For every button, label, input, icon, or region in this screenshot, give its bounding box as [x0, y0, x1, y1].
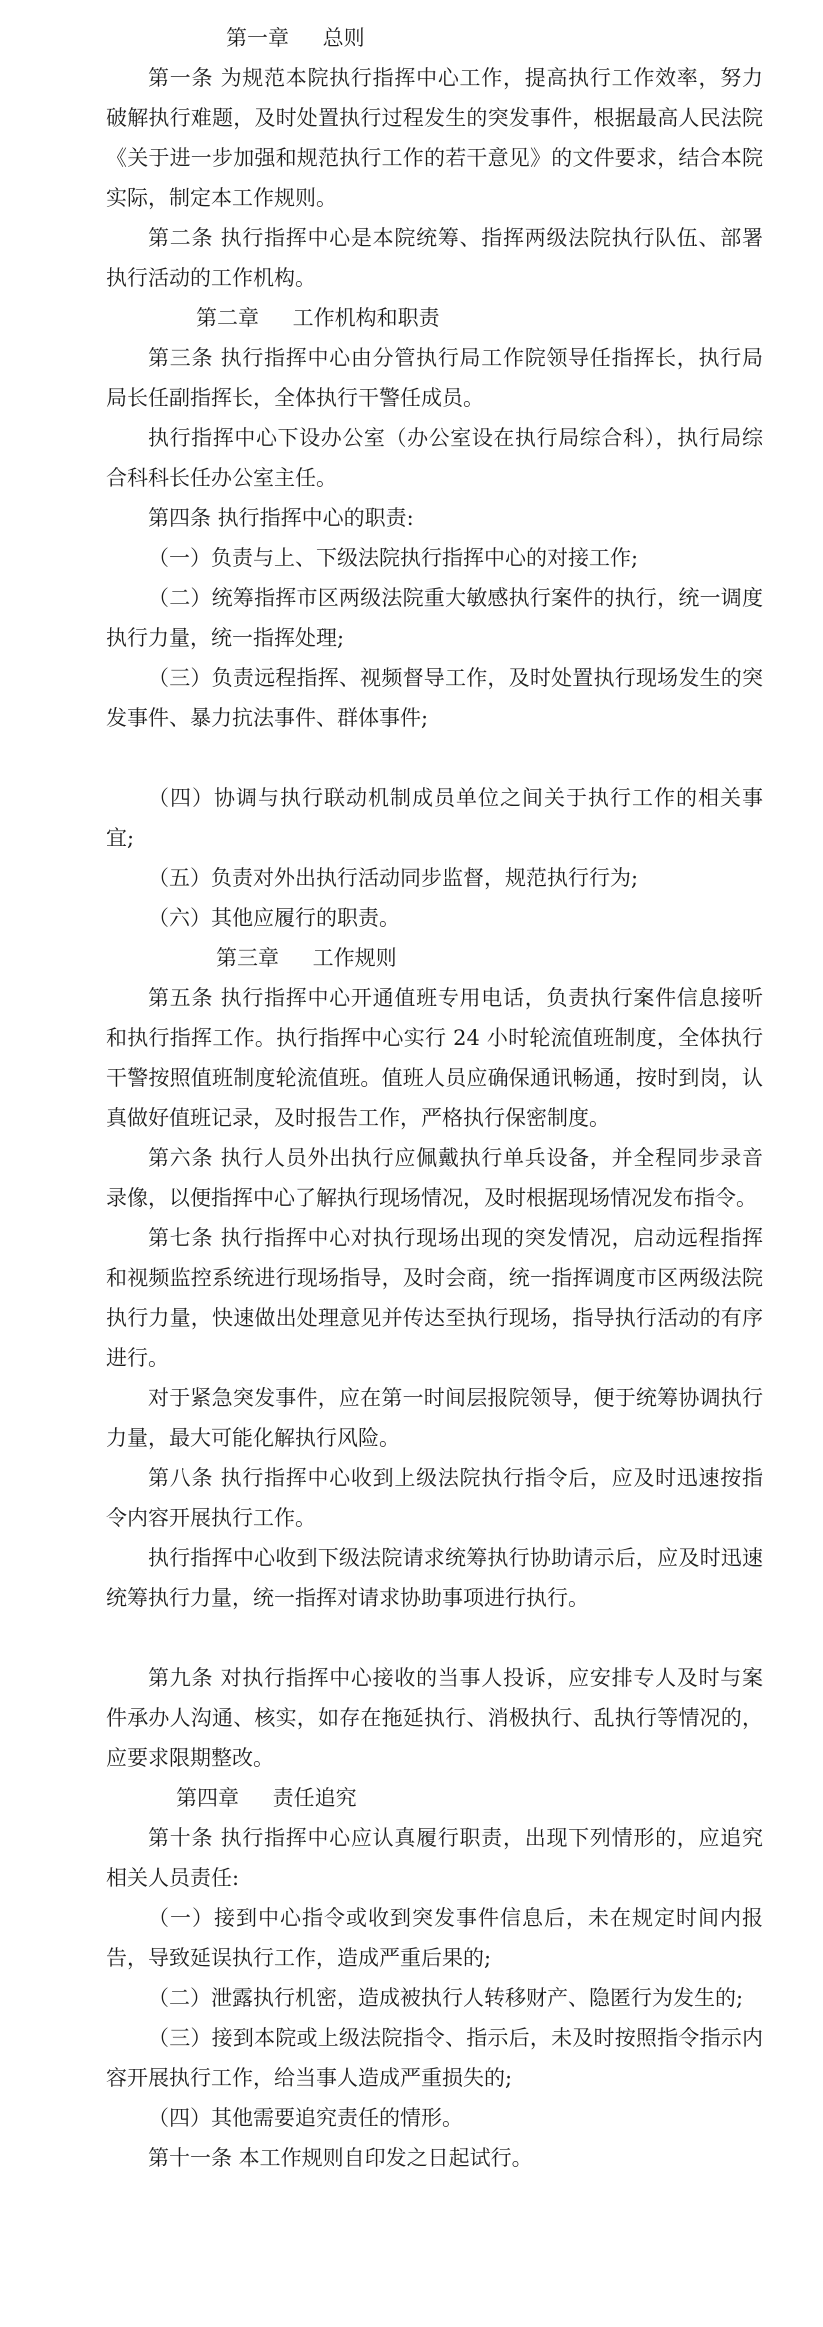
article-4: 第四条 执行指挥中心的职责:: [148, 506, 414, 530]
article-11: 第十一条 本工作规则自印发之日起试行。: [148, 2146, 533, 2170]
article-6: 第六条 执行人员外出执行应佩戴执行单兵设备，并全程同步录音录像，以便指挥中心了解执行现场情况，及时根据现场情况发布指令。: [106, 1146, 763, 1210]
liability-item-4: （四）其他需要追究责任的情形。: [148, 2106, 463, 2130]
chapter-number: 第四章: [176, 1786, 239, 1810]
article-1: 第一条 为规范本院执行指挥中心工作，提高执行工作效率，努力破解执行难题，及时处置执行过程发生的突发事件，根据最高人民法院《关于进一步加强和规范执行工作的若干意见》的文件要求，结合本院实际，制定本工作规则。: [106, 66, 763, 210]
article-7-paragraph-2: 对于紧急突发事件，应在第一时间层报院领导，便于统筹协调执行力量，最大可能化解执行风险。: [106, 1386, 763, 1450]
article-2: 第二条 执行指挥中心是本院统筹、指挥两级法院执行队伍、部署执行活动的工作机构。: [106, 226, 763, 290]
duty-item-6: （六）其他应履行的职责。: [148, 906, 400, 930]
chapter-heading-1: [106, 18, 763, 58]
liability-item-2: （二）泄露执行机密，造成被执行人转移财产、隐匿行为发生的;: [148, 1986, 744, 2010]
chapter-title: 工作机构和职责: [292, 306, 440, 330]
article-3: 第三条 执行指挥中心由分管执行局工作院领导任指挥长，执行局局长任副指挥长，全体执行干警任成员。: [106, 346, 763, 410]
chapter-heading-3: [106, 938, 763, 978]
liability-item-3: （三）接到本院或上级法院指令、指示后，未及时按照指令指示内容开展执行工作，给当事人造成严重损失的;: [106, 2026, 763, 2090]
duty-item-4: （四）协调与执行联动机制成员单位之间关于执行工作的相关事宜;: [106, 786, 763, 850]
article-3-paragraph-2: 执行指挥中心下设办公室（办公室设在执行局综合科），执行局综合科科长任办公室主任。: [106, 426, 763, 490]
article-8-paragraph-2: 执行指挥中心收到下级法院请求统筹执行协助请示后，应及时迅速统筹执行力量，统一指挥对请求协助事项进行执行。: [106, 1546, 763, 1610]
article-10: 第十条 执行指挥中心应认真履行职责，出现下列情形的，应追究相关人员责任:: [106, 1826, 763, 1890]
article-5: 第五条 执行指挥中心开通值班专用电话，负责执行案件信息接听和执行指挥工作。执行指挥中心实行 24 小时轮流值班制度，全体执行干警按照值班制度轮流值班。值班人员应确保通讯畅通，按时到岗，认真做好值班记录，及时报告工作，严格执行保密制度。: [106, 986, 763, 1130]
blank-gap: [106, 1618, 763, 1658]
chapter-title: 总则: [322, 26, 365, 50]
chapter-title: 责任追究: [272, 1786, 357, 1810]
article-9: 第九条 对执行指挥中心接收的当事人投诉，应安排专人及时与案件承办人沟通、核实，如存在拖延执行、消极执行、乱执行等情况的，应要求限期整改。: [106, 1666, 763, 1770]
article-8: 第八条 执行指挥中心收到上级法院执行指令后，应及时迅速按指令内容开展执行工作。: [106, 1466, 763, 1530]
blank-gap: [106, 738, 763, 778]
chapter-title: 工作规则: [312, 946, 397, 970]
duty-item-1: （一）负责与上、下级法院执行指挥中心的对接工作;: [148, 546, 639, 570]
duty-item-5: （五）负责对外出执行活动同步监督，规范执行行为;: [148, 866, 639, 890]
chapter-heading-2: [106, 298, 763, 338]
duty-item-3: （三）负责远程指挥、视频督导工作，及时处置执行现场发生的突发事件、暴力抗法事件、群体事件;: [106, 666, 763, 730]
duty-item-2: （二）统筹指挥市区两级法院重大敏感执行案件的执行，统一调度执行力量，统一指挥处理;: [106, 586, 763, 650]
chapter-number: 第二章: [196, 306, 259, 330]
chapter-number: 第一章: [226, 26, 289, 50]
chapter-number: 第三章: [216, 946, 279, 970]
liability-item-1: （一）接到中心指令或收到突发事件信息后，未在规定时间内报告，导致延误执行工作，造成严重后果的;: [106, 1906, 763, 1970]
chapter-heading-4: [106, 1778, 763, 1818]
article-7: 第七条 执行指挥中心对执行现场出现的突发情况，启动远程指挥和视频监控系统进行现场指导，及时会商，统一指挥调度市区两级法院执行力量，快速做出处理意见并传达至执行现场，指导执行活动的有序进行。: [106, 1226, 763, 1370]
